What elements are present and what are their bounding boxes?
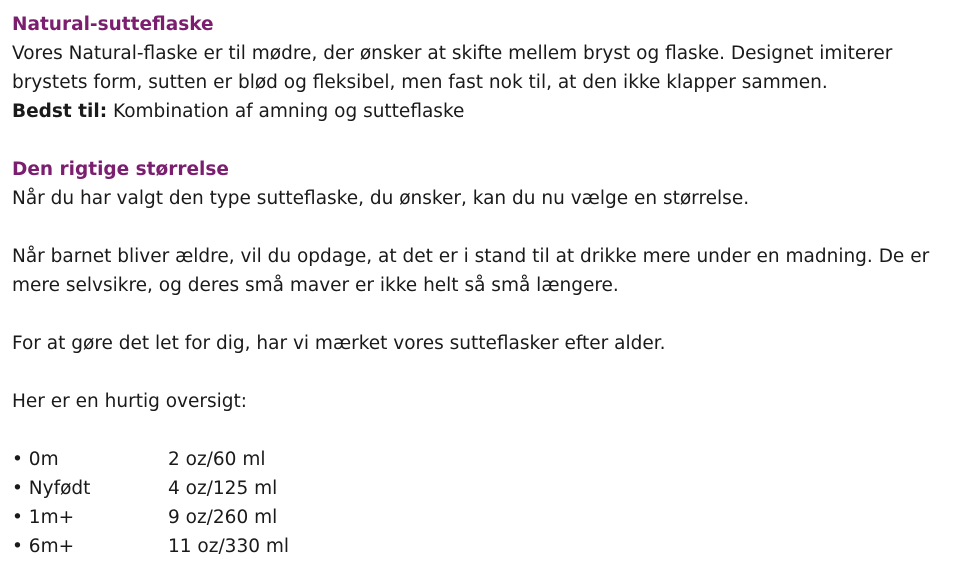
spacer xyxy=(12,126,948,155)
size-growth-paragraph: Når barnet bliver ældre, vil du opdage, at det er i stand til at drikke mere under en madning. De er mere selvsikre, og deres små maver er ikke helt så små længere. xyxy=(12,246,930,296)
list-item xyxy=(12,503,948,532)
natural-bottle-heading: Natural-sutteflaske xyxy=(12,14,214,35)
list-item xyxy=(12,445,948,474)
list-item xyxy=(12,532,948,561)
size-intro-paragraph: Når du har valgt den type sutteflaske, du ønsker, kan du nu vælge en størrelse. xyxy=(12,188,750,209)
best-for-line xyxy=(12,97,948,126)
spacer xyxy=(12,300,948,329)
age-label: • 6m+ xyxy=(12,536,75,557)
spacer xyxy=(12,213,948,242)
volume-value: 2 oz/60 ml xyxy=(168,449,266,470)
best-for-label: Bedst til: xyxy=(12,101,108,122)
age-label: • 0m xyxy=(12,449,59,470)
overview-intro: Her er en hurtig oversigt: xyxy=(12,391,247,412)
size-overview-list xyxy=(12,445,948,561)
age-label: • 1m+ xyxy=(12,507,75,528)
right-size-heading: Den rigtige størrelse xyxy=(12,159,229,180)
size-labeling-paragraph: For at gøre det let for dig, har vi mærket vores sutteflasker efter alder. xyxy=(12,333,666,354)
volume-value: 4 oz/125 ml xyxy=(168,478,278,499)
volume-value: 11 oz/330 ml xyxy=(168,536,290,557)
best-for-value: Kombination af amning og sutteflaske xyxy=(107,101,465,122)
age-label: • Nyfødt xyxy=(12,478,91,499)
list-item xyxy=(12,474,948,503)
spacer xyxy=(12,416,948,445)
volume-value: 9 oz/260 ml xyxy=(168,507,278,528)
natural-bottle-description: Vores Natural-flaske er til mødre, der ønsker at skifte mellem bryst og flaske. Designet imiterer brystets form, sutten er blød og fleksibel, men fast nok til, at den ikke klapper sammen. xyxy=(12,43,893,93)
spacer xyxy=(12,358,948,387)
